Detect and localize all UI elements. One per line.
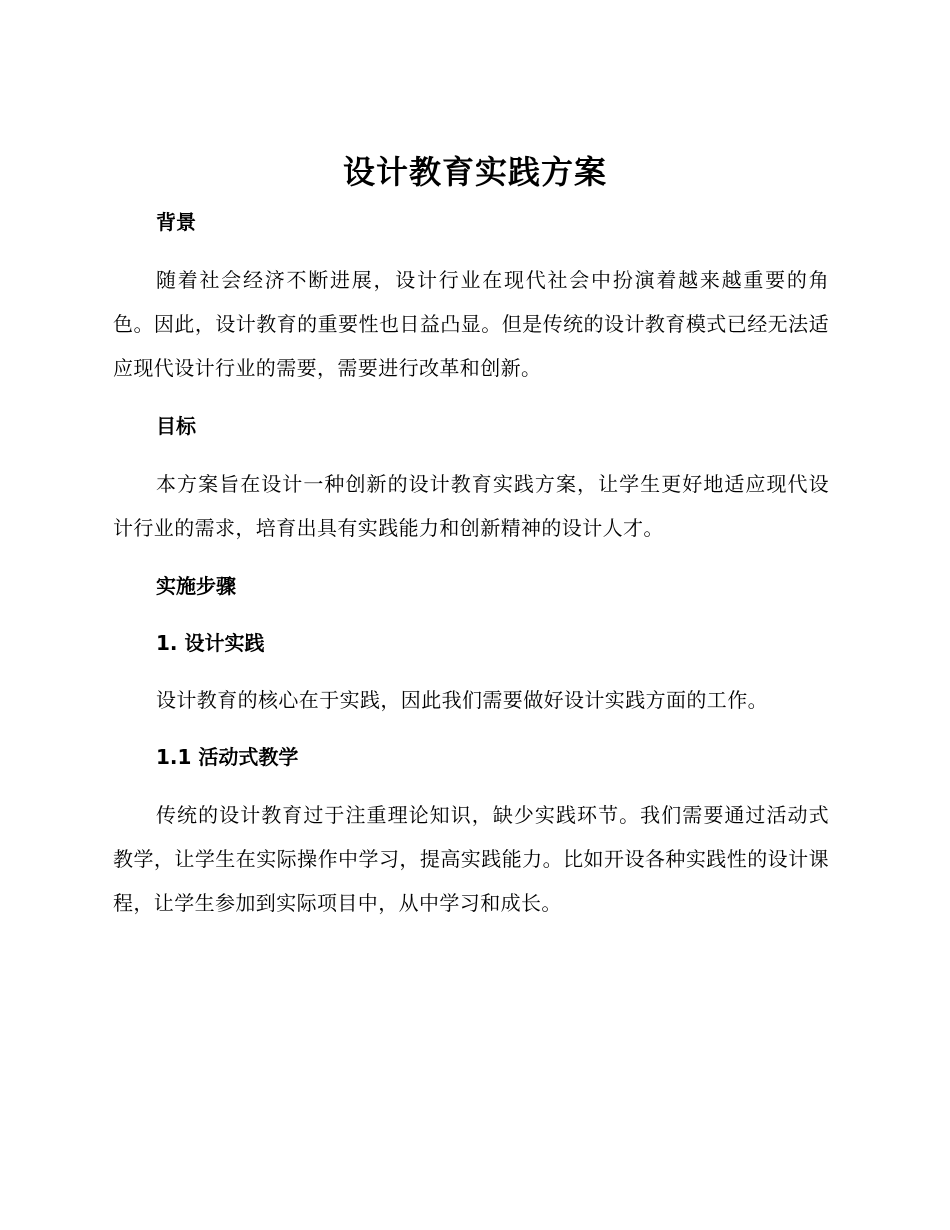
document-title: 设计教育实践方案 <box>342 153 607 191</box>
section-paragraph-goal: 本方案旨在设计一种创新的设计教育实践方案，让学生更好地适应现代设计行业的需求，培育出具有实践能力和创新精神的设计人才。 <box>113 472 829 540</box>
section-paragraph-activity-teaching: 传统的设计教育过于注重理论知识，缺少实践环节。我们需要通过活动式教学，让学生在实际操作中学习，提高实践能力。比如开设各种实践性的设计课程，让学生参加到实际项目中，从中学习和成长。 <box>113 803 829 915</box>
section-heading-goal: 目标 <box>156 414 196 438</box>
section-paragraph-background: 随着社会经济不断进展，设计行业在现代社会中扮演着越来越重要的角色。因此，设计教育的重要性也日益凸显。但是传统的设计教育模式已经无法适应现代设计行业的需要，需要进行改革和创新。 <box>113 268 829 380</box>
section-heading-design-practice: 1. 设计实践 <box>156 631 265 655</box>
section-heading-steps: 实施步骤 <box>156 574 236 598</box>
section-paragraph-design-practice: 设计教育的核心在于实践，因此我们需要做好设计实践方面的工作。 <box>156 688 768 712</box>
section-heading-background: 背景 <box>156 210 196 234</box>
section-heading-activity-teaching: 1.1 活动式教学 <box>156 745 299 769</box>
